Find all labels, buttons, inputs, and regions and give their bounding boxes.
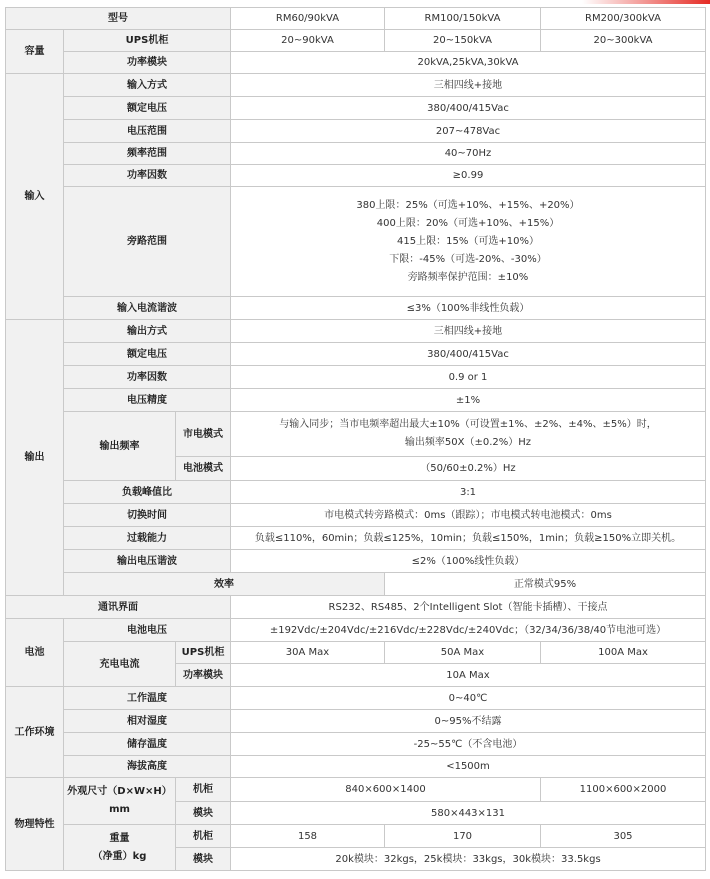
charge-ups-value-3: 100A Max <box>541 642 706 664</box>
output-label: 输出电压谐波 <box>64 550 231 573</box>
table-row <box>6 343 706 366</box>
table-row <box>6 550 706 573</box>
input-label: 频率范围 <box>64 143 231 165</box>
env-label: 海拔高度 <box>64 756 231 778</box>
table-row <box>6 596 706 619</box>
top-accent-bar <box>0 0 710 4</box>
input-value: ≥0.99 <box>231 165 706 187</box>
input-thd-label: 输入电流谐波 <box>64 297 231 320</box>
model-3: RM200/300kVA <box>541 8 706 30</box>
model-label: 型号 <box>6 8 231 30</box>
table-row <box>6 366 706 389</box>
env-value: 0~95%不结露 <box>231 710 706 733</box>
input-thd-value: ≤3%（100%非线性负载） <box>231 297 706 320</box>
input-value: 40~70Hz <box>231 143 706 165</box>
output-value: 0.9 or 1 <box>231 366 706 389</box>
env-value: 0~40℃ <box>231 687 706 710</box>
table-row <box>6 619 706 642</box>
table-row <box>6 481 706 504</box>
env-label: 储存温度 <box>64 733 231 756</box>
mains-mode-line: 与输入同步；当市电频率超出最大±10%（可设置±1%、±2%、±4%、±5%）时， <box>279 419 657 430</box>
input-value: 三相四线+接地 <box>231 74 706 97</box>
model-1: RM60/90kVA <box>231 8 385 30</box>
table-row <box>6 642 706 664</box>
table-row <box>6 504 706 527</box>
table-row <box>6 527 706 550</box>
output-label: 输出方式 <box>64 320 231 343</box>
output-label: 切换时间 <box>64 504 231 527</box>
table-row <box>6 52 706 74</box>
dim-cabinet-label: 机柜 <box>176 778 231 802</box>
charge-ups-label: UPS机柜 <box>176 642 231 664</box>
weight-cabinet-label: 机柜 <box>176 825 231 848</box>
battery-voltage-label: 电池电压 <box>64 619 231 642</box>
table-row <box>6 165 706 187</box>
env-value: -25~55℃（不含电池） <box>231 733 706 756</box>
output-value: 3:1 <box>231 481 706 504</box>
weight-cabinet-value-2: 170 <box>385 825 541 848</box>
env-value: <1500m <box>231 756 706 778</box>
dimension-label-unit: mm <box>109 804 130 815</box>
output-freq-label: 输出频率 <box>64 412 176 481</box>
output-label: 过载能力 <box>64 527 231 550</box>
table-row <box>6 687 706 710</box>
input-label: 功率因数 <box>64 165 231 187</box>
output-value: ±1% <box>231 389 706 412</box>
power-module-value: 20kVA,25kVA,30kVA <box>231 52 706 74</box>
spec-table <box>5 7 706 871</box>
table-row <box>6 389 706 412</box>
capacity-group: 容量 <box>6 30 64 74</box>
battery-mode-label: 电池模式 <box>176 457 231 481</box>
ups-cabinet-label: UPS机柜 <box>64 30 231 52</box>
mains-mode-value <box>231 412 706 457</box>
output-label: 功率因数 <box>64 366 231 389</box>
physical-group: 物理特性 <box>6 778 64 871</box>
env-label: 相对湿度 <box>64 710 231 733</box>
table-row <box>6 120 706 143</box>
env-label: 工作温度 <box>64 687 231 710</box>
table-row <box>6 297 706 320</box>
table-row <box>6 74 706 97</box>
table-row <box>6 187 706 297</box>
dim-cabinet-value-a: 840×600×1400 <box>231 778 541 802</box>
table-row <box>6 143 706 165</box>
table-row <box>6 778 706 802</box>
ups-cabinet-value-3: 20~300kVA <box>541 30 706 52</box>
charge-ups-value-2: 50A Max <box>385 642 541 664</box>
efficiency-value: 正常模式95% <box>385 573 706 596</box>
header-row <box>6 8 706 30</box>
input-label: 输入方式 <box>64 74 231 97</box>
weight-cabinet-value-3: 305 <box>541 825 706 848</box>
output-value: 负载≤110%，60min；负载≤125%，10min；负载≤150%，1min；负载≥150%立即关机。 <box>231 527 706 550</box>
weight-module-label: 模块 <box>176 848 231 871</box>
charge-current-label: 充电电流 <box>64 642 176 687</box>
dim-module-label: 模块 <box>176 802 231 825</box>
battery-voltage-value: ±192Vdc/±204Vdc/±216Vdc/±228Vdc/±240Vdc；（32/34/36/38/40节电池可选） <box>231 619 706 642</box>
comm-label: 通讯界面 <box>6 596 231 619</box>
weight-label-unit: （净重）kg <box>92 850 147 862</box>
mains-mode-label: 市电模式 <box>176 412 231 457</box>
input-value: 380/400/415Vac <box>231 97 706 120</box>
input-label: 电压范围 <box>64 120 231 143</box>
bypass-line: 380上限：25%（可选+10%、+15%、+20%） <box>356 199 580 211</box>
power-module-label: 功率模块 <box>64 52 231 74</box>
weight-label-line: 重量 <box>109 832 130 844</box>
output-label: 额定电压 <box>64 343 231 366</box>
bypass-line: 400上限：20%（可选+10%、+15%） <box>376 217 560 229</box>
table-row <box>6 320 706 343</box>
output-value: 市电模式转旁路模式：0ms（跟踪）；市电模式转电池模式：0ms <box>231 504 706 527</box>
model-2: RM100/150kVA <box>385 8 541 30</box>
table-row <box>6 733 706 756</box>
mains-mode-line: 输出频率50X（±0.2%）Hz <box>404 437 532 448</box>
output-value: 380/400/415Vac <box>231 343 706 366</box>
output-value: 三相四线+接地 <box>231 320 706 343</box>
input-value: 207~478Vac <box>231 120 706 143</box>
charge-module-label: 功率模块 <box>176 664 231 687</box>
output-label: 负载峰值比 <box>64 481 231 504</box>
bypass-line: 415上限：15%（可选+10%） <box>397 235 539 247</box>
table-row <box>6 756 706 778</box>
output-label: 电压精度 <box>64 389 231 412</box>
input-group: 输入 <box>6 74 64 320</box>
bypass-values <box>231 187 706 297</box>
battery-group: 电池 <box>6 619 64 687</box>
comm-value: RS232、RS485、2个Intelligent Slot（智能卡插槽）、干接点 <box>231 596 706 619</box>
dim-module-value: 580×443×131 <box>231 802 706 825</box>
bypass-line: 旁路频率保护范围：±10% <box>407 271 529 283</box>
table-row <box>6 710 706 733</box>
table-row <box>6 825 706 848</box>
bypass-line: 下限：-45%（可选-20%、-30%） <box>389 253 547 265</box>
env-group: 工作环境 <box>6 687 64 778</box>
ups-cabinet-value-1: 20~90kVA <box>231 30 385 52</box>
output-group: 输出 <box>6 320 64 596</box>
input-label: 额定电压 <box>64 97 231 120</box>
bypass-label: 旁路范围 <box>64 187 231 297</box>
dimension-label <box>64 778 176 825</box>
weight-cabinet-value-1: 158 <box>231 825 385 848</box>
weight-label <box>64 825 176 871</box>
table-row <box>6 97 706 120</box>
efficiency-label: 效率 <box>64 573 385 596</box>
output-value: ≤2%（100%线性负载） <box>231 550 706 573</box>
ups-cabinet-value-2: 20~150kVA <box>385 30 541 52</box>
charge-module-value: 10A Max <box>231 664 706 687</box>
dim-cabinet-value-b: 1100×600×2000 <box>541 778 706 802</box>
charge-ups-value-1: 30A Max <box>231 642 385 664</box>
table-row <box>6 412 706 457</box>
dimension-label-line: 外观尺寸（D×W×H） <box>67 786 172 797</box>
battery-mode-value: （50/60±0.2%）Hz <box>231 457 706 481</box>
weight-module-value: 20k模块：32kgs，25k模块：33kgs，30k模块：33.5kgs <box>231 848 706 871</box>
table-row <box>6 30 706 52</box>
table-row <box>6 573 706 596</box>
